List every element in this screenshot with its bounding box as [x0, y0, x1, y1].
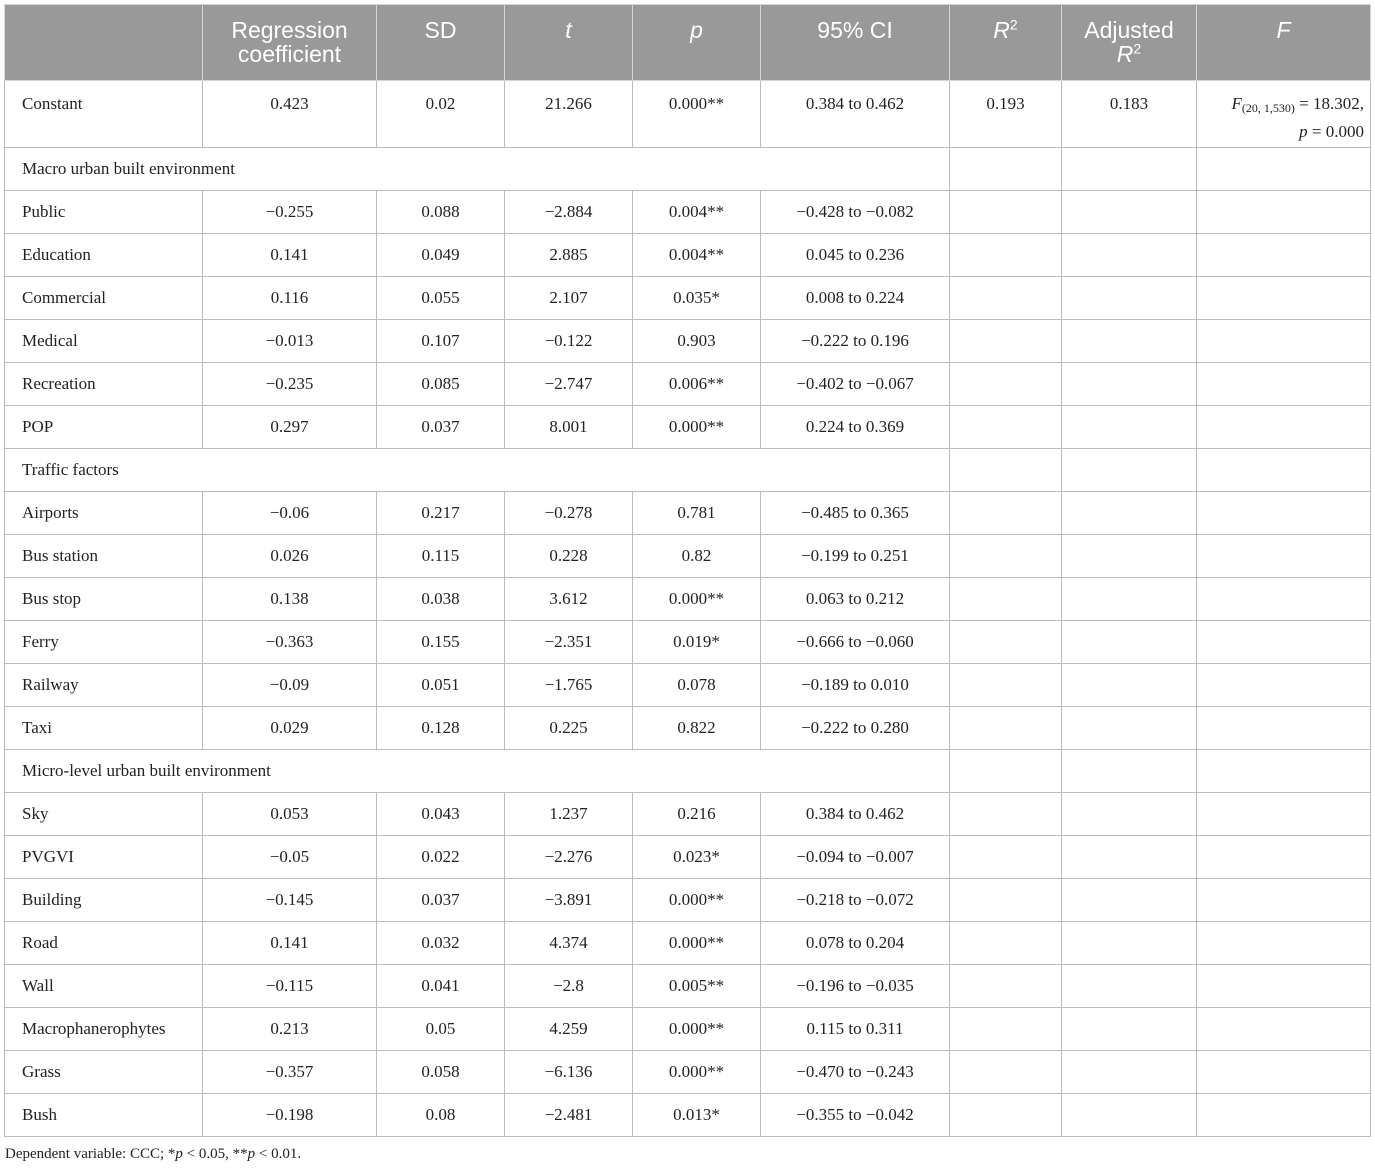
empty-cell — [950, 836, 1062, 879]
t-cell: −1.765 — [505, 664, 633, 707]
empty-cell — [1062, 965, 1197, 1008]
row-label: Wall — [5, 965, 203, 1008]
row-label: Ferry — [5, 621, 203, 664]
section-header-row — [5, 750, 1371, 793]
p-cell: 0.000** — [633, 1008, 761, 1051]
t-cell: −0.278 — [505, 492, 633, 535]
p-cell: 0.006** — [633, 363, 761, 406]
table-row — [5, 836, 1371, 879]
sd-cell: 0.051 — [377, 664, 505, 707]
empty-cell — [950, 1051, 1062, 1094]
sd-cell: 0.128 — [377, 707, 505, 750]
ci-cell: −0.355 to −0.042 — [761, 1094, 950, 1137]
row-label: Medical — [5, 320, 203, 363]
coef-cell: −0.357 — [203, 1051, 377, 1094]
t-cell: −2.747 — [505, 363, 633, 406]
row-label: Bush — [5, 1094, 203, 1137]
empty-cell — [950, 1008, 1062, 1051]
ci-cell: 0.063 to 0.212 — [761, 578, 950, 621]
t-cell: −2.481 — [505, 1094, 633, 1137]
p-cell: 0.000** — [633, 1051, 761, 1094]
empty-cell — [1197, 664, 1371, 707]
empty-cell — [1062, 836, 1197, 879]
coef-cell: −0.09 — [203, 664, 377, 707]
header-t: t — [505, 5, 633, 81]
empty-cell — [1062, 1094, 1197, 1137]
p-cell: 0.000** — [633, 578, 761, 621]
t-cell: 0.228 — [505, 535, 633, 578]
ci-cell: −0.199 to 0.251 — [761, 535, 950, 578]
table-row — [5, 965, 1371, 1008]
p-cell: 0.000** — [633, 922, 761, 965]
sd-cell: 0.02 — [377, 81, 505, 148]
table-row — [5, 664, 1371, 707]
table-row — [5, 707, 1371, 750]
row-label: Sky — [5, 793, 203, 836]
t-cell: 0.225 — [505, 707, 633, 750]
t-cell: 1.237 — [505, 793, 633, 836]
header-f: F — [1197, 5, 1371, 81]
empty-cell — [1197, 449, 1371, 492]
p-cell: 0.781 — [633, 492, 761, 535]
table-row — [5, 535, 1371, 578]
coef-cell: 0.213 — [203, 1008, 377, 1051]
sd-cell: 0.037 — [377, 879, 505, 922]
empty-cell — [950, 492, 1062, 535]
table-row — [5, 320, 1371, 363]
coef-cell: −0.115 — [203, 965, 377, 1008]
sd-cell: 0.038 — [377, 578, 505, 621]
empty-cell — [1062, 277, 1197, 320]
coef-cell: 0.141 — [203, 922, 377, 965]
empty-cell — [950, 621, 1062, 664]
adjusted-r2-label: Adjusted R — [1084, 17, 1174, 67]
coef-cell: −0.235 — [203, 363, 377, 406]
sd-cell: 0.043 — [377, 793, 505, 836]
p-cell: 0.035* — [633, 277, 761, 320]
ci-cell: −0.222 to 0.196 — [761, 320, 950, 363]
p-cell: 0.004** — [633, 234, 761, 277]
empty-cell — [950, 535, 1062, 578]
p-cell: 0.023* — [633, 836, 761, 879]
empty-cell — [1197, 406, 1371, 449]
coef-cell: 0.141 — [203, 234, 377, 277]
empty-cell — [950, 320, 1062, 363]
p-cell: 0.000** — [633, 406, 761, 449]
empty-cell — [1062, 148, 1197, 191]
empty-cell — [950, 363, 1062, 406]
empty-cell — [1197, 879, 1371, 922]
ci-cell: 0.115 to 0.311 — [761, 1008, 950, 1051]
table-row — [5, 621, 1371, 664]
empty-cell — [1197, 1094, 1371, 1137]
header-sd: SD — [377, 5, 505, 81]
empty-cell — [1062, 793, 1197, 836]
empty-cell — [1197, 277, 1371, 320]
p-cell: 0.019* — [633, 621, 761, 664]
empty-cell — [950, 406, 1062, 449]
header-variable — [5, 5, 203, 81]
table-row — [5, 277, 1371, 320]
ci-cell: −0.094 to −0.007 — [761, 836, 950, 879]
t-cell: −2.276 — [505, 836, 633, 879]
coef-cell: 0.297 — [203, 406, 377, 449]
sd-cell: 0.055 — [377, 277, 505, 320]
sd-cell: 0.115 — [377, 535, 505, 578]
section-title: Micro-level urban built environment — [5, 750, 950, 793]
empty-cell — [1197, 836, 1371, 879]
t-cell: −2.8 — [505, 965, 633, 1008]
ci-cell: −0.189 to 0.010 — [761, 664, 950, 707]
sd-cell: 0.107 — [377, 320, 505, 363]
empty-cell — [950, 1094, 1062, 1137]
empty-cell — [1062, 406, 1197, 449]
sd-cell: 0.05 — [377, 1008, 505, 1051]
p-cell: 0.000** — [633, 81, 761, 148]
empty-cell — [1062, 492, 1197, 535]
section-header-row — [5, 449, 1371, 492]
empty-cell — [1062, 449, 1197, 492]
p-cell: 0.078 — [633, 664, 761, 707]
empty-cell — [1062, 535, 1197, 578]
ci-cell: −0.196 to −0.035 — [761, 965, 950, 1008]
ci-cell: −0.218 to −0.072 — [761, 879, 950, 922]
empty-cell — [950, 148, 1062, 191]
t-cell: 21.266 — [505, 81, 633, 148]
empty-cell — [950, 664, 1062, 707]
t-cell: 8.001 — [505, 406, 633, 449]
empty-cell — [1197, 535, 1371, 578]
empty-cell — [1062, 578, 1197, 621]
ci-cell: −0.485 to 0.365 — [761, 492, 950, 535]
ci-cell: −0.428 to −0.082 — [761, 191, 950, 234]
coef-cell: 0.053 — [203, 793, 377, 836]
table-row — [5, 191, 1371, 234]
ci-cell: 0.224 to 0.369 — [761, 406, 950, 449]
row-label: Grass — [5, 1051, 203, 1094]
f-stat-cell: F(20, 1,530) = 18.302, p = 0.000 — [1197, 81, 1371, 148]
header-adjusted-r2: Adjusted $R^2$ — [1062, 5, 1197, 81]
t-cell: 3.612 — [505, 578, 633, 621]
row-label: Recreation — [5, 363, 203, 406]
table-row — [5, 793, 1371, 836]
empty-cell — [1197, 191, 1371, 234]
table-row — [5, 1008, 1371, 1051]
empty-cell — [950, 879, 1062, 922]
ci-cell: 0.384 to 0.462 — [761, 81, 950, 148]
t-cell: 2.885 — [505, 234, 633, 277]
empty-cell — [1062, 664, 1197, 707]
p-cell: 0.004** — [633, 191, 761, 234]
sd-cell: 0.058 — [377, 1051, 505, 1094]
row-label: Railway — [5, 664, 203, 707]
sd-cell: 0.08 — [377, 1094, 505, 1137]
row-label: Education — [5, 234, 203, 277]
p-cell: 0.000** — [633, 879, 761, 922]
ci-cell: 0.045 to 0.236 — [761, 234, 950, 277]
row-label: Airports — [5, 492, 203, 535]
t-cell: −6.136 — [505, 1051, 633, 1094]
t-cell: 4.374 — [505, 922, 633, 965]
empty-cell — [950, 707, 1062, 750]
sd-cell: 0.049 — [377, 234, 505, 277]
table-row — [5, 1094, 1371, 1137]
empty-cell — [1197, 320, 1371, 363]
empty-cell — [1062, 879, 1197, 922]
row-label: Taxi — [5, 707, 203, 750]
sd-cell: 0.085 — [377, 363, 505, 406]
empty-cell — [1197, 965, 1371, 1008]
empty-cell — [1197, 1008, 1371, 1051]
t-cell: −0.122 — [505, 320, 633, 363]
ci-cell: 0.008 to 0.224 — [761, 277, 950, 320]
t-cell: 2.107 — [505, 277, 633, 320]
sd-cell: 0.155 — [377, 621, 505, 664]
empty-cell — [950, 793, 1062, 836]
empty-cell — [950, 922, 1062, 965]
t-cell: −3.891 — [505, 879, 633, 922]
row-label: Road — [5, 922, 203, 965]
row-label: POP — [5, 406, 203, 449]
empty-cell — [1197, 363, 1371, 406]
empty-cell — [1062, 191, 1197, 234]
empty-cell — [950, 750, 1062, 793]
empty-cell — [1197, 707, 1371, 750]
empty-cell — [950, 191, 1062, 234]
empty-cell — [1197, 578, 1371, 621]
row-label: Constant — [5, 81, 203, 148]
coef-cell: 0.029 — [203, 707, 377, 750]
ci-cell: −0.666 to −0.060 — [761, 621, 950, 664]
table-row — [5, 1051, 1371, 1094]
empty-cell — [1062, 1008, 1197, 1051]
row-label: Bus stop — [5, 578, 203, 621]
r2-cell: 0.193 — [950, 81, 1062, 148]
empty-cell — [1197, 621, 1371, 664]
coef-cell: −0.255 — [203, 191, 377, 234]
row-label: Bus station — [5, 535, 203, 578]
coef-cell: 0.423 — [203, 81, 377, 148]
table-row — [5, 234, 1371, 277]
empty-cell — [950, 277, 1062, 320]
row-label: Commercial — [5, 277, 203, 320]
ci-cell: −0.222 to 0.280 — [761, 707, 950, 750]
coef-cell: −0.06 — [203, 492, 377, 535]
sd-cell: 0.088 — [377, 191, 505, 234]
p-cell: 0.005** — [633, 965, 761, 1008]
empty-cell — [1062, 234, 1197, 277]
empty-cell — [1062, 922, 1197, 965]
t-cell: 4.259 — [505, 1008, 633, 1051]
empty-cell — [1197, 750, 1371, 793]
header-regression-coefficient: Regression coefficient — [203, 5, 377, 81]
table-row — [5, 363, 1371, 406]
sd-cell: 0.217 — [377, 492, 505, 535]
empty-cell — [1062, 621, 1197, 664]
empty-cell — [1197, 492, 1371, 535]
sd-cell: 0.041 — [377, 965, 505, 1008]
table-row — [5, 879, 1371, 922]
ci-cell: −0.402 to −0.067 — [761, 363, 950, 406]
empty-cell — [1062, 707, 1197, 750]
empty-cell — [1062, 1051, 1197, 1094]
table-row — [5, 922, 1371, 965]
header-p: p — [633, 5, 761, 81]
empty-cell — [950, 234, 1062, 277]
p-cell: 0.216 — [633, 793, 761, 836]
empty-cell — [1062, 750, 1197, 793]
sd-cell: 0.022 — [377, 836, 505, 879]
empty-cell — [1197, 1051, 1371, 1094]
table-row — [5, 492, 1371, 535]
coef-cell: 0.116 — [203, 277, 377, 320]
coef-cell: 0.026 — [203, 535, 377, 578]
header-r2: $R^2$ — [950, 5, 1062, 81]
table-row — [5, 406, 1371, 449]
section-header-row — [5, 148, 1371, 191]
row-label: Public — [5, 191, 203, 234]
coef-cell: −0.145 — [203, 879, 377, 922]
p-cell: 0.822 — [633, 707, 761, 750]
table-footnote: Dependent variable: CCC; *p < 0.05, **p < 0.01. — [5, 1146, 302, 1162]
p-cell: 0.013* — [633, 1094, 761, 1137]
row-label: Building — [5, 879, 203, 922]
adj-r2-cell: 0.183 — [1062, 81, 1197, 148]
row-label: PVGVI — [5, 836, 203, 879]
p-cell: 0.903 — [633, 320, 761, 363]
coef-cell: 0.138 — [203, 578, 377, 621]
coef-cell: −0.013 — [203, 320, 377, 363]
sd-cell: 0.032 — [377, 922, 505, 965]
sd-cell: 0.037 — [377, 406, 505, 449]
t-cell: −2.884 — [505, 191, 633, 234]
empty-cell — [1197, 148, 1371, 191]
empty-cell — [950, 449, 1062, 492]
empty-cell — [1197, 922, 1371, 965]
coef-cell: −0.363 — [203, 621, 377, 664]
constant-row — [5, 81, 1371, 148]
header-95ci: 95% CI — [761, 5, 950, 81]
ci-cell: −0.470 to −0.243 — [761, 1051, 950, 1094]
empty-cell — [1062, 320, 1197, 363]
coef-cell: −0.05 — [203, 836, 377, 879]
regression-table — [4, 4, 1371, 1137]
empty-cell — [1197, 234, 1371, 277]
table-row — [5, 578, 1371, 621]
empty-cell — [950, 965, 1062, 1008]
ci-cell: 0.384 to 0.462 — [761, 793, 950, 836]
row-label: Macrophanerophytes — [5, 1008, 203, 1051]
empty-cell — [950, 578, 1062, 621]
header-row — [5, 5, 1371, 81]
t-cell: −2.351 — [505, 621, 633, 664]
empty-cell — [1062, 363, 1197, 406]
section-title: Traffic factors — [5, 449, 950, 492]
ci-cell: 0.078 to 0.204 — [761, 922, 950, 965]
empty-cell — [1197, 793, 1371, 836]
p-cell: 0.82 — [633, 535, 761, 578]
section-title: Macro urban built environment — [5, 148, 950, 191]
coef-cell: −0.198 — [203, 1094, 377, 1137]
